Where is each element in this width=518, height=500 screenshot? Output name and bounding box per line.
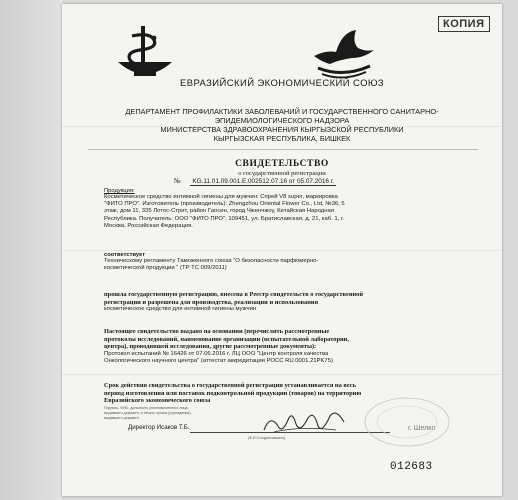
certificate-subtitle: о государственной регистрации [238, 170, 326, 177]
registration-section [104, 291, 484, 313]
certificate-number [174, 177, 336, 185]
conformity-line: косметической продукции " (ТР ТС 009/2011) [104, 265, 227, 272]
registration-line: регистрации и разрешена для производства, реализации и использования [104, 298, 319, 306]
signature-caption [104, 406, 264, 421]
department-line: ДЕПАРТАМЕНТ ПРОФИЛАКТИКИ ЗАБОЛЕВАНИЙ И ГОСУДАРСТВЕННОГО САНИТАРНО- [125, 107, 439, 116]
department-block [92, 107, 472, 143]
basis-line: протоколы исследований, наименование организации (испытательной лаборатории, [104, 335, 349, 343]
department-line: ЭПИДЕМИОЛОГИЧЕСКОГО НАДЗОРА [214, 116, 350, 125]
signature-caption-line: выдавшего документ [104, 416, 140, 420]
product-line: "ФИТО ПРО". Изготовитель (производитель): Zhengzhou Oriental Flower Co., Ltd, №36, 5 [104, 201, 345, 208]
signer-subcaption: (Ф.И.О.подписавшего) [248, 436, 286, 440]
registration-line: косметическое средство для интимной гигиены мужчин [104, 306, 257, 313]
conformity-text [104, 258, 474, 272]
number-value: KG.11.01.09.001.E.002512.07.16 от 05.07.2016 г. [192, 178, 335, 185]
validity-line: Евразийского экономического союза [104, 397, 211, 405]
validity-line: Срок действия свидетельства о государственной регистрации устанавливается на весь [104, 382, 356, 389]
basis-section [104, 328, 484, 365]
conformity-section [104, 252, 474, 272]
signature-caption-line: Подпись, ФИО, должность уполномоченного лица, [104, 406, 189, 410]
fold-line [62, 374, 502, 375]
scan-background [0, 0, 62, 500]
product-line: Косметическое средство интимной гигиены для мужчин: Спрей V8 super, маркировка [104, 194, 338, 200]
registration-line: прошла государственную регистрацию, внесена в Реестр свидетельств о государственной [104, 291, 364, 298]
fold-line [62, 250, 502, 251]
union-title: ЕВРАЗИЙСКИЙ ЭКОНОМИЧЕСКИЙ СОЮЗ [179, 78, 385, 89]
conformity-line: Техническому регламенту Таможенного союза "О безопасности парфюмерно- [104, 258, 319, 264]
certificate-page [62, 4, 502, 496]
department-line: КЫРГЫЗСКАЯ РЕСПУБЛИКА, БИШКЕК [213, 134, 351, 143]
basis-line: центра), проводившей исследования, другие рассмотренные документы): [104, 343, 317, 351]
department-line: МИНИСТЕРСТВА ЗДРАВООХРАНЕНИЯ КЫРГЫЗСКОЙ РЕСПУБЛИКИ [160, 125, 404, 134]
product-line: Республика. Получатель: ООО "ФИТО ПРО", 109451, ул. Братиславская, д. 21, каб. 1, г. [104, 215, 344, 222]
product-label: Продукция: [104, 188, 135, 194]
validity-line: период изготовления или поставок подконтрольной продукции (товаров) на территорию [104, 389, 362, 397]
basis-line: Настоящее свидетельство выдано на основании (перечислить рассмотренные [104, 328, 330, 335]
certificate-title: СВИДЕТЕЛЬСТВО [235, 159, 329, 169]
signer-name: Директор Исаков Т.Б. [128, 424, 190, 431]
number-mark: № [174, 177, 181, 185]
handwritten-signature-icon [260, 408, 350, 438]
product-section [104, 188, 474, 230]
eurasian-union-emblem-icon [308, 22, 378, 82]
serial-number: 012683 [390, 461, 433, 473]
medical-emblem-icon [110, 22, 180, 82]
stamp-city-text: г. Шелко [408, 423, 436, 432]
basis-detail-line: Протокол испытаний № 16426 от 07.06.2016 г. ЛЦ ООО "Центр контроля качества [104, 350, 329, 357]
copy-stamp: КОПИЯ [438, 16, 490, 32]
product-line: этаж, дом 11, 335 Лотос-Стрит, район Гаосин, город Чженчжоу, Китайская Народная [104, 208, 334, 215]
product-text [104, 194, 474, 230]
basis-detail-line: Онкологического научного центра" (аттестат аккредитации РОСС RU.0001.21PK75) [104, 357, 333, 364]
separator-line [88, 149, 478, 150]
conformity-label: соответствует [104, 252, 146, 258]
product-line: Москва, Российская Федерация. [104, 222, 193, 229]
faint-seal-icon [362, 396, 452, 448]
signature-caption-line: выдавшего документ, и печать органа (учреждения), [104, 411, 192, 415]
